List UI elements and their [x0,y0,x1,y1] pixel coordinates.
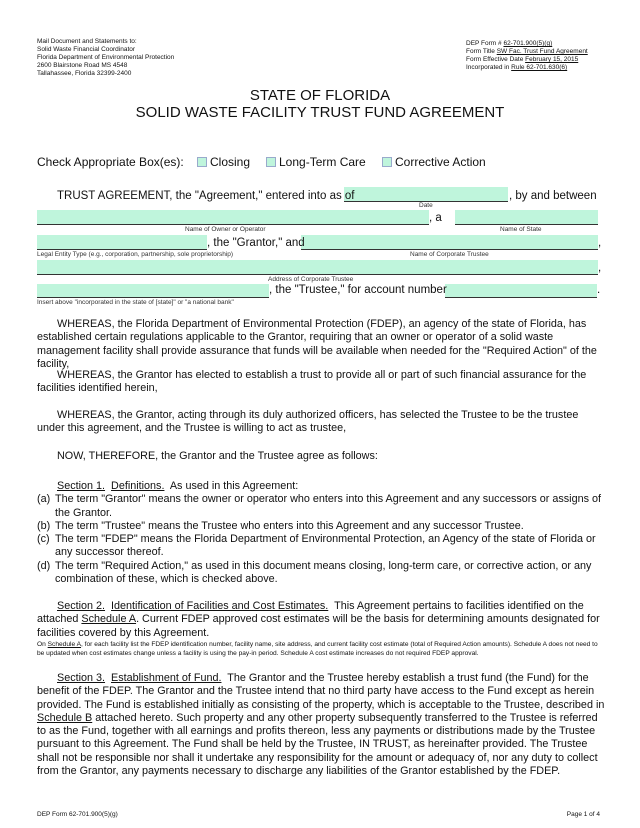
field-label: Name of Corporate Trustee [410,251,489,258]
legal-entity-field[interactable] [37,235,207,250]
mail-line: Tallahassee, Florida 32399-2400 [37,70,132,77]
text: , the "Grantor," and [207,237,305,249]
account-number-field[interactable] [445,284,597,298]
form-title: SW Fac. Trust Fund Agreement [496,48,588,55]
section-heading: Identification of Facilities and Cost Estimates. [111,600,329,612]
section-text: As used in this Agreement: [169,480,299,492]
trustee-address-field[interactable] [37,260,598,275]
field-label: Date [419,202,433,209]
section-heading: Definitions. [111,480,165,492]
checkbox-long-term-care[interactable] [266,155,366,169]
field-label: Name of State [500,226,542,233]
intro-text: TRUST AGREEMENT, the "Agreement," entered into as of [57,190,355,202]
definition-item [37,533,605,560]
page-title: STATE OF FLORIDA [249,87,391,104]
section-3 [37,672,605,778]
whereas-3: WHEREAS, the Grantor, acting through its duly authorized officers, has selected the Trustee to be the trustee under this agreement, and the Trustee is willing to act as trustee, [37,409,579,435]
page-subtitle: SOLID WASTE FACILITY TRUST FUND AGREEMENT [135,104,505,121]
whereas-1: WHEREAS, the Florida Department of Environmental Protection (FDEP), an agency of the state of Florida, has established certain regulations applicable to the Grantor, requiring that an owner or operator of a solid waste management facility shall provide assurance that funds will be available when needed for the "Required Action" of the facility, [37,318,597,370]
check-label: Check Appropriate Box(es): [37,155,184,169]
item-text: The term "FDEP" means the Florida Department of Environmental Protection, an Agency of the state of Florida or any successor thereof. [55,533,596,559]
field-label: Address of Corporate Trustee [268,276,354,283]
item-key: (b) [37,519,51,532]
option-label: Closing [210,155,251,169]
text: , [598,262,602,274]
definition-item [37,520,605,533]
text: , a [429,212,442,224]
field-label: Legal Entity Type (e.g., corporation, partnership, sole proprietorship) [37,251,234,258]
schedule-ref: Schedule A [81,613,137,626]
item-text: The term "Required Action," as used in this document means closing, long-term care, or corrective action, or any combination of these, which is checked above. [55,559,592,586]
date-field[interactable] [344,187,508,202]
section-1 [37,480,605,586]
label: Form Effective Date [466,56,526,63]
option-label: Long-Term Care [279,155,366,169]
insert-note: Insert above "incorporated in the state of [state]" or "a national bank" [37,299,234,306]
item-key: (c) [37,533,50,546]
text: On [37,640,48,648]
field-label: Name of Owner or Operator [185,226,266,233]
whereas-2: WHEREAS, the Grantor has elected to establish a trust to provide all or part of such financial assurance for the facilities identified herein, [37,369,587,395]
mail-address [37,38,174,78]
label: Incorporated in [466,64,512,71]
checkbox-icon[interactable] [197,157,207,167]
owner-operator-field[interactable] [37,210,429,225]
item-text: The term "Grantor" means the owner or operator who enters into this Agreement and any successors or assigns of the Grantor. [55,493,601,519]
text: . Current FDEP approved cost estimates will be the basis for determining amounts designated for facilities covered by this Agreement. [37,613,600,639]
schedule-note [37,640,605,658]
form-info [466,40,588,72]
page-number: Page 1 of 4 [566,811,600,818]
text: , the "Trustee," for account number [269,284,447,296]
text: , by and between [509,190,597,202]
checkbox-closing[interactable] [197,155,250,169]
checkbox-icon[interactable] [266,157,276,167]
schedule-ref: Schedule B [37,711,93,724]
section-number: Section 2. [57,600,106,612]
item-key: (a) [37,493,51,506]
label: Form Title [466,48,497,55]
now-therefore: NOW, THEREFORE, the Grantor and the Trustee agree as follows: [57,450,378,462]
text: attached hereto. Such property and any other property subsequently transferred to the Trustee is referred to as the Fund, together with all earnings and profits thereon, less any payments or distributions made by the Trustee pursuant to this Agreement. The Fund shall be held by the Trustee, IN TRUST, as hereinafter provided. The Trustee shall not be responsible nor shall it undertake any responsibility for the amount or adequacy of, nor any duty to collect from the Grantor, any payments necessary to discharge any liabilities of the Grantor established by the FDEP. [37,711,598,778]
schedule-ref: Schedule A [47,640,82,648]
footer-form: DEP Form 62-701.900(5)(g) [37,811,118,818]
trustee-name-field[interactable] [301,235,598,250]
form-date: February 15, 2015 [525,56,579,63]
label: DEP Form # [466,40,504,47]
text: The Grantor and the Trustee hereby establish a trust fund (the Fund) for the benefit of the FDEP. The Grantor and the Trustee intend that no third party have access to the Fund except as herein provided. The Fund is established initially as consisting of the property, which is acceptable to the Trustee, described in [37,672,605,711]
item-text: The term "Trustee" means the Trustee who enters into this Agreement and any successor Trustee. [55,519,524,532]
checkbox-corrective-action[interactable] [382,155,486,169]
mail-line: Florida Department of Environmental Protection [37,54,175,61]
section-number: Section 3. [57,672,106,684]
item-key: (d) [37,559,51,572]
form-rule: Rule 62-701.630(6) [511,64,568,71]
checkbox-icon[interactable] [382,157,392,167]
text: This Agreement pertains to facilities identified on the attached [37,600,584,626]
definition-item [37,493,605,520]
mail-line: 2600 Blairstone Road MS 4548 [37,62,128,69]
text: . [597,284,601,296]
option-label: Corrective Action [395,155,486,169]
mail-line: Mail Document and Statements to: [37,38,137,45]
section-number: Section 1. [57,480,106,492]
mail-line: Solid Waste Financial Coordinator [37,46,136,53]
text: , for each facility list the FDEP identification number, facility name, site address, and current facility cost estimate (total of Required Action amounts). Schedule A does not need to be updated when cost estimates change unless a facility is using the pay-in period. Schedule A cost estimate increases do not required FDEP approval. [37,640,598,657]
section-heading: Establishment of Fund. [111,672,222,684]
definition-item [37,560,605,587]
incorporation-field[interactable] [37,284,269,298]
section-2 [37,600,605,658]
state-field[interactable] [455,210,598,225]
text: , [598,237,602,249]
form-number: 62-701.900(5)(g) [503,40,553,47]
